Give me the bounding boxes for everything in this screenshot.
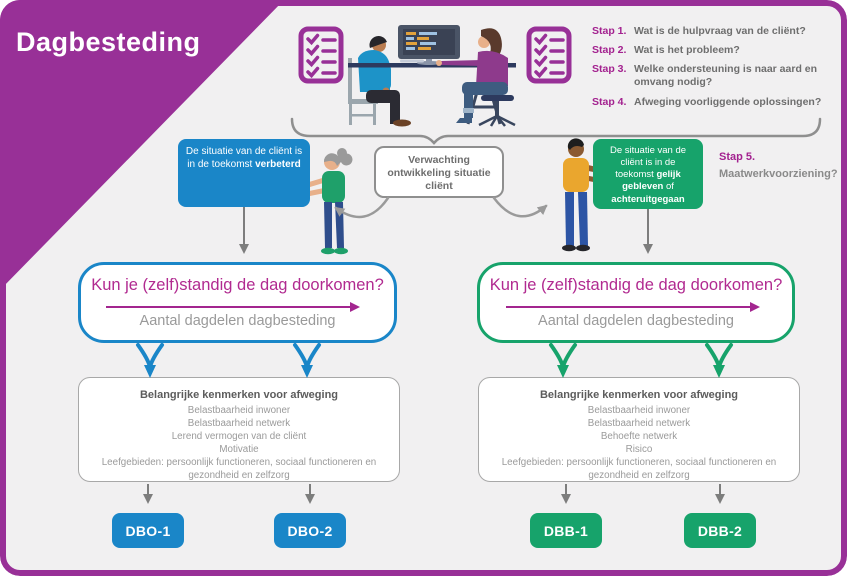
step-label: Stap 1.: [592, 25, 627, 37]
step-row: [592, 44, 842, 57]
sign-text: De situatie van de cliënt is in de toekomst: [609, 145, 687, 181]
criteria-item: Belastbaarheid netwerk: [187, 418, 291, 430]
step-row: [592, 25, 842, 38]
sign-bold-text: verbeterd: [255, 159, 301, 170]
step-text: Welke ondersteuning is naar aard en omvang nodig?: [634, 63, 818, 89]
question-subtitle: Aantal dagdelen dagbesteding: [139, 313, 336, 329]
question-text: Kun je (zelf)standig de dag doorkomen?: [91, 276, 384, 294]
criteria-item: Leefgebieden: persoonlijk functioneren, sociaal functioneren en gezondheid en zelfzorg: [501, 457, 777, 482]
consultation-illustration: [278, 12, 550, 127]
criteria-item: Motivatie: [219, 444, 259, 456]
sign-bold-text: achteruitgegaan: [611, 193, 685, 205]
criteria-box-dbo: [78, 377, 400, 482]
sign-bold-text: gelijk gebleven: [622, 169, 681, 193]
v-arrow-green: [551, 345, 731, 367]
step-row: [592, 63, 842, 89]
steps-list: [592, 25, 842, 115]
step-label: Stap 5.: [719, 151, 756, 163]
criteria-box-dbb: [478, 377, 800, 482]
sign-situation-same-or-worse: [593, 139, 703, 209]
outcome-button-dbb-1[interactable]: DBB-1: [530, 513, 602, 548]
criteria-item: Behoefte netwerk: [600, 431, 678, 443]
step-text: Wat is het probleem?: [634, 44, 740, 57]
criteria-item: Belastbaarheid netwerk: [587, 418, 691, 430]
sign-text: of: [665, 181, 674, 193]
outcome-button-dbo-1[interactable]: DBO-1: [112, 513, 184, 548]
step5-block: [719, 151, 844, 180]
computer-monitor-icon: [398, 25, 460, 65]
sign-text: De situatie van de cliënt is in de toekomst: [185, 146, 303, 170]
curved-arrow-right: [494, 198, 546, 216]
step-text: Afweging voorliggende oplossingen?: [634, 95, 822, 108]
criteria-item: Belastbaarheid inwoner: [587, 405, 691, 416]
sign-situation-improved: [178, 139, 310, 207]
outcome-button-dbo-2[interactable]: DBO-2: [274, 513, 346, 548]
criteria-title: Belangrijke kenmerken voor afweging: [539, 389, 739, 401]
step-row: [592, 96, 842, 109]
step-label: Stap 4.: [592, 95, 627, 108]
step-text: Maatwerkvoorziening?: [719, 168, 838, 180]
question-text: Kun je (zelf)standig de dag doorkomen?: [489, 276, 783, 294]
question-subtitle: Aantal dagdelen dagbesteding: [538, 313, 734, 329]
step-label: Stap 2.: [592, 44, 627, 57]
standing-woman-illustration: [303, 146, 367, 258]
criteria-item: Belastbaarheid inwoner: [187, 405, 291, 416]
question-box-improved: [78, 262, 397, 343]
criteria-title: Belangrijke kenmerken voor afweging: [139, 389, 339, 401]
criteria-item: Leefgebieden: persoonlijk functioneren, sociaal functioneren en gezondheid en zelfzorg: [101, 457, 377, 482]
step-text: Wat is de hulpvraag van de cliënt?: [634, 25, 806, 37]
step-label: Stap 3.: [592, 63, 627, 76]
v-arrow-blue: [138, 345, 319, 367]
expectation-box: Verwachting ontwikkeling situatie cliënt: [374, 146, 504, 198]
page-title: Dagbesteding: [16, 27, 201, 57]
criteria-item: Lerend vermogen van de cliënt: [171, 431, 307, 443]
outcome-button-dbb-2[interactable]: DBB-2: [684, 513, 756, 548]
question-box-same-or-worse: [477, 262, 795, 343]
criteria-item: Risico: [625, 444, 653, 456]
